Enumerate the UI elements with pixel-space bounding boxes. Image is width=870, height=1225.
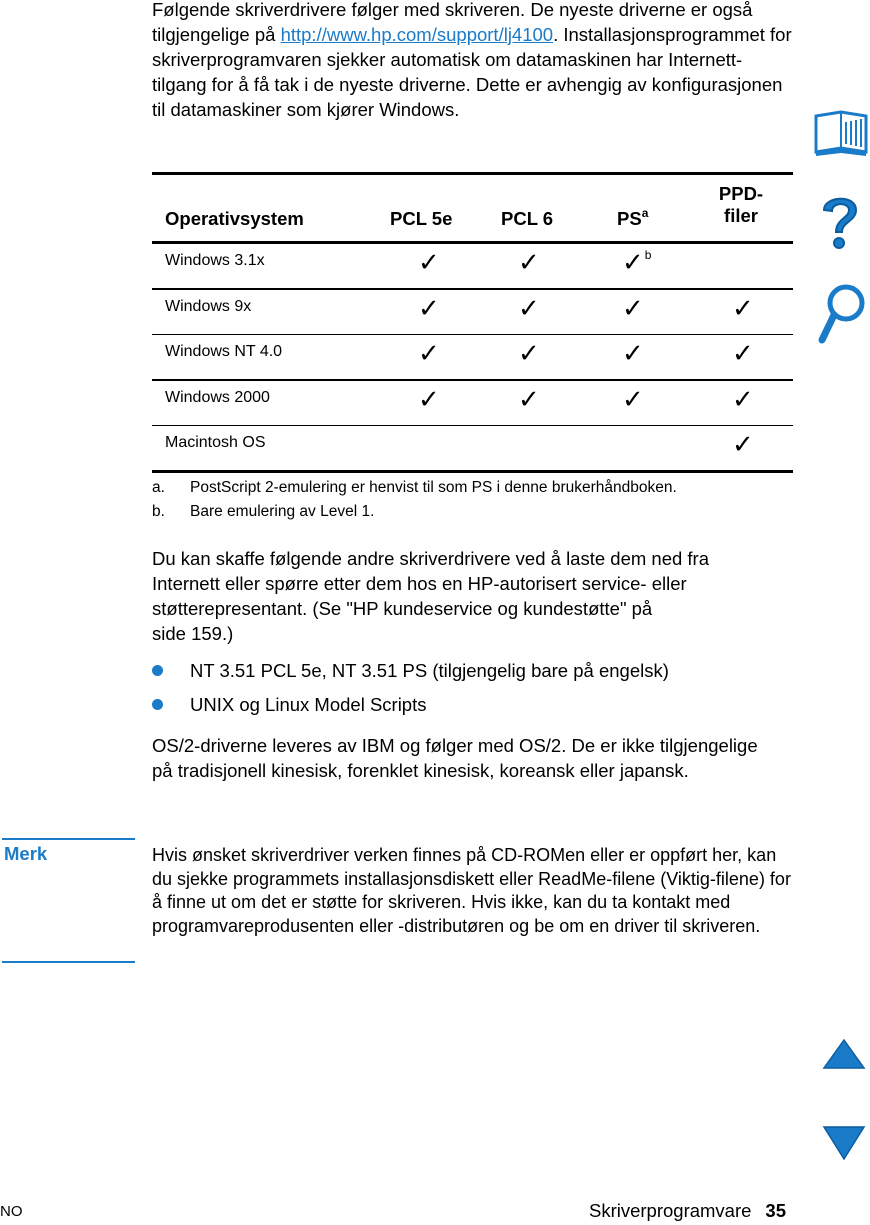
note-text: Hvis ønsket skriverdriver verken finnes på CD-ROMen eller er oppført her, kan du sjekke programmets installasjonsdiskett eller ReadMe-filene (Viktig-filene) for å finne ut om det er støtte for skriveren. Hvis ikke, kan du ta kontakt med programvareprodusenten eller -distributøren og be om en driver til skriveren.: [152, 845, 791, 936]
header-ppd-line2: filer: [724, 205, 758, 226]
pcl6-check-cell: [518, 385, 540, 415]
check-icon: ✓: [418, 293, 440, 324]
table-row: [152, 290, 793, 334]
other-drivers-text: Du kan skaffe følgende andre skriverdrivere ved å laste dem ned fra Internett eller spørre etter dem hos en HP-autorisert service- eller støtterepresentant. (Se "HP kundeservice og kundestøtte" på: [152, 548, 710, 619]
footnote-text: Bare emulering av Level 1.: [190, 503, 375, 520]
header-pcl5e: PCL 5e: [390, 208, 453, 229]
book-icon[interactable]: [812, 108, 870, 158]
os-cell: Windows NT 4.0: [165, 343, 283, 360]
intro-text: Følgende skriverdrivere følger med skriveren. De nyeste driverne er også tilgjengelige på: [152, 0, 753, 45]
check-icon: ✓: [732, 384, 754, 415]
help-icon[interactable]: [815, 190, 865, 256]
ppd-check-cell: [732, 430, 754, 460]
pcl6-check-cell: [518, 294, 540, 324]
footnote-a: [152, 478, 677, 498]
note-bottom-rule: [2, 961, 135, 963]
other-drivers-paragraph: [152, 546, 772, 646]
check-icon: ✓: [732, 339, 754, 369]
support-link[interactable]: http://www.hp.com/support/lj4100: [280, 24, 554, 45]
header-ps: [617, 208, 648, 230]
check-icon: ✓: [518, 339, 540, 369]
ppd-check-cell: [732, 385, 754, 415]
table-body: [152, 244, 793, 473]
page-up-icon[interactable]: [822, 1038, 866, 1070]
table-row: [152, 244, 793, 288]
check-icon: ✓: [418, 248, 440, 278]
bullet-icon: [152, 665, 163, 676]
header-pcl6: PCL 6: [501, 208, 554, 229]
other-drivers-page-ref: side 159.): [152, 623, 234, 644]
check-icon: ✓: [622, 248, 644, 278]
note-label: Merk: [4, 843, 48, 864]
ppd-check-cell: [732, 294, 754, 324]
pcl5e-check-cell: [418, 339, 440, 369]
os-cell: Windows 3.1x: [165, 252, 265, 269]
check-icon: ✓: [518, 248, 540, 278]
bullet-icon: [152, 699, 163, 710]
pcl6-check-cell: [518, 248, 540, 278]
header-ps-footnote-ref: a: [641, 206, 649, 220]
footer-section: [589, 1200, 786, 1222]
table-header: [152, 175, 793, 241]
os-cell: Macintosh OS: [165, 434, 266, 451]
header-ps-label: PS: [617, 208, 642, 229]
ppd-check-cell: [732, 339, 754, 369]
table-row: [152, 381, 793, 425]
check-icon: ✓: [622, 384, 644, 415]
ps-check-cell: [622, 385, 644, 415]
footnote-ref: b: [644, 248, 652, 262]
header-ppd-line1: PPD-: [718, 183, 764, 204]
check-icon: ✓: [418, 384, 440, 415]
check-icon: ✓: [518, 293, 540, 324]
check-icon: ✓: [622, 293, 644, 324]
pcl5e-check-cell: [418, 294, 440, 324]
note-top-rule: [2, 838, 135, 840]
page-number: 35: [765, 1200, 786, 1221]
footer-section-title: Skriverprogramvare: [588, 1200, 752, 1221]
os2-paragraph: OS/2-driverne leveres av IBM og følger med OS/2. De er ikke tilgjengelige på tradisjonell kinesisk, forenklet kinesisk, koreansk eller japansk.: [152, 735, 758, 781]
ps-check-cell: [622, 339, 644, 369]
os-cell: Windows 9x: [165, 297, 252, 315]
bullet-text: NT 3.51 PCL 5e, NT 3.51 PS (tilgjengelig bare på engelsk): [190, 660, 669, 681]
check-icon: ✓: [418, 339, 440, 369]
footer-language: NO: [0, 1203, 23, 1220]
ps-check-cell: [622, 248, 651, 278]
intro-text-cont: . Installasjonsprogrammet for skriverprogramvaren sjekker automatisk om datamaskinen har Internett-tilgang for å få tak i de nyeste driverne. Dette er avhengig av konfigurasjonen til datamaskiner som kjører Windows.: [152, 24, 792, 120]
table-row: [152, 426, 793, 470]
header-ppd: [707, 183, 775, 227]
header-os: Operativsystem: [165, 208, 304, 229]
driver-table: [152, 172, 793, 473]
footnote-text: PostScript 2-emulering er henvist til som PS i denne brukerhåndboken.: [190, 479, 677, 496]
bullet-text: UNIX og Linux Model Scripts: [190, 694, 427, 715]
page-down-icon[interactable]: [822, 1125, 866, 1161]
check-icon: ✓: [518, 384, 540, 415]
check-icon: ✓: [622, 339, 644, 369]
search-icon[interactable]: [815, 282, 867, 348]
row-rule: [152, 470, 793, 473]
footnote-b: [152, 502, 374, 522]
ps-check-cell: [622, 294, 644, 324]
pcl6-check-cell: [518, 339, 540, 369]
os-cell: Windows 2000: [165, 388, 270, 406]
pcl5e-check-cell: [418, 248, 440, 278]
footnote-label: a.: [152, 479, 165, 496]
check-icon: ✓: [732, 430, 754, 460]
table-row: [152, 335, 793, 379]
check-icon: ✓: [732, 293, 754, 324]
intro-paragraph: [152, 0, 792, 122]
pcl5e-check-cell: [418, 385, 440, 415]
footnote-label: b.: [152, 503, 165, 520]
